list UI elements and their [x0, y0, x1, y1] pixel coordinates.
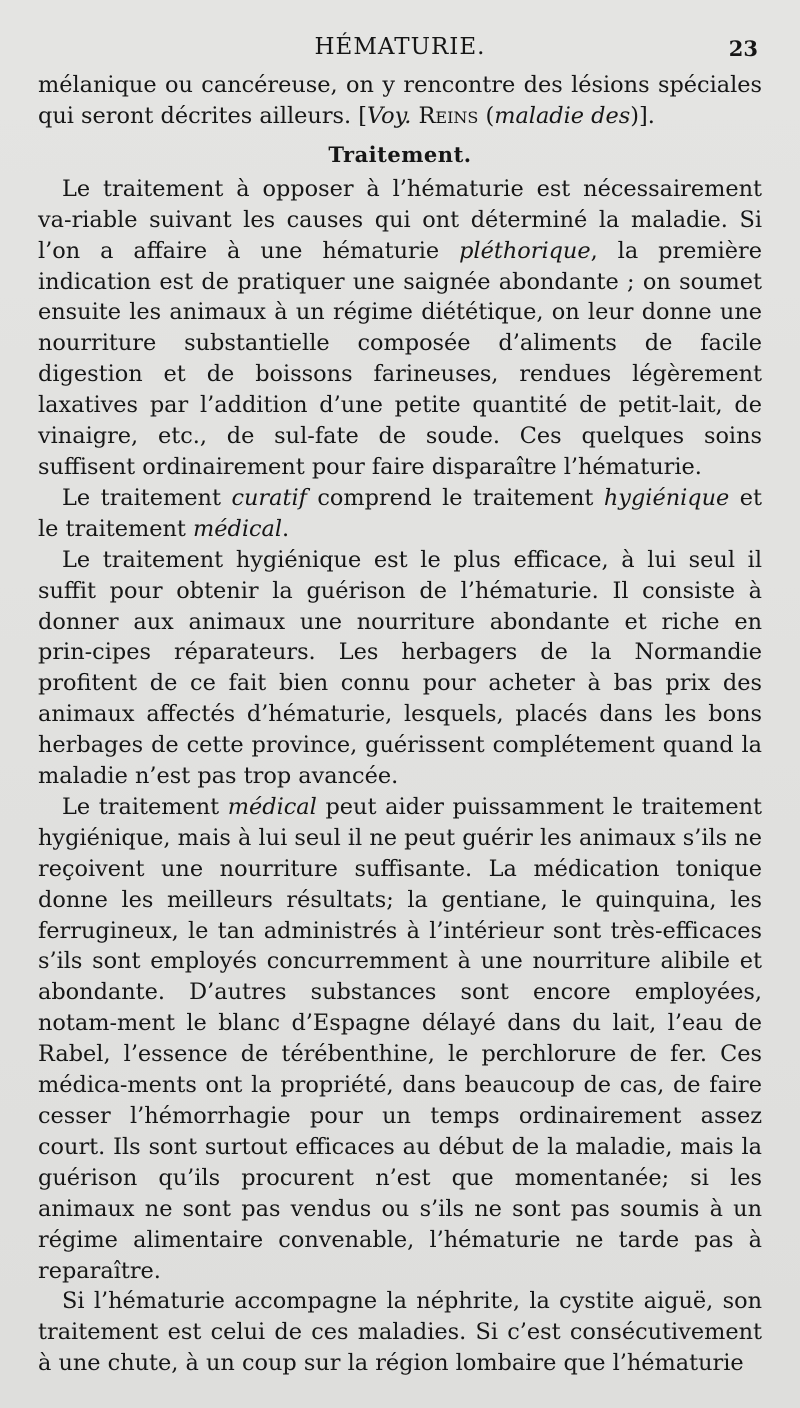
paragraph-1: [38, 174, 762, 483]
intro-text-4: )].: [630, 102, 655, 129]
intro-text-1: mélanique ou cancéreuse, on y rencontre des lésions spéciales qui seront décrites ailleurs. [: [38, 72, 762, 129]
voy-abbrev: Voy.: [367, 102, 412, 129]
p4-text-2: peut aider puissamment le traitement hygiénique, mais à lui seul il ne peut guérir les animaux s’ils ne reçoivent une nourriture suffisante. La médication tonique donne les meilleurs résultats; la gentiane, le quinquina, les ferrugineux, le tan administrés à l’intérieur sont très-efficaces s’ils sont employés concurremment à une nourriture alibile et abondante. D’autres substances sont encore employées, notam-ment le blanc d’Espagne délayé dans du lait, l’eau de Rabel, l’essence de térébenthine, le perchlorure de fer. Ces médica-ments ont la propriété, dans beaucoup de cas, de faire cesser l’hémorrhagie pour un temps ordinairement assez court. Ils sont surtout efficaces au début de la maladie, mais la guérison qu’ils procurent n’est que momentanée; si les animaux ne sont pas vendus ou s’ils ne sont pas soumis à un régime alimentaire convenable, l’hématurie ne tarde pas à reparaître.: [38, 793, 762, 1284]
p2-text-1: Le traitement: [62, 484, 232, 511]
section-title: Traitement.: [328, 141, 472, 167]
p2-emphasis-2: hygiénique: [603, 484, 730, 511]
paragraph-2: [38, 483, 762, 545]
intro-paragraph: [38, 70, 762, 132]
p1-text-2: , la première indication est de pratiquer une saignée abondante ; on soumet ensuite les animaux à un régime diététique, on leur donne une nourriture substantielle composée d’aliments de facile digestion et de boissons farineuses, rendues légèrement laxatives par l’addition d’une petite quantité de petit-lait, de vinaigre, etc., de sul-fate de soude. Ces quelques soins suffisent ordinairement pour faire disparaître l’hématurie.: [38, 237, 762, 480]
intro-text-3: (: [478, 102, 495, 129]
intro-text-2: [411, 103, 418, 129]
page-number: 23: [728, 36, 758, 61]
running-head: HÉMATURIE.: [314, 34, 486, 60]
reins-reference: Reins: [418, 102, 479, 129]
p2-text-2: comprend le traitement: [306, 484, 604, 511]
p2-emphasis-3: médical: [193, 515, 283, 542]
body-text: [38, 70, 762, 1379]
p2-text-4: .: [282, 515, 290, 542]
p1-emphasis: pléthorique: [459, 237, 591, 264]
p1-text-1: Le traitement à opposer à l’hématurie est nécessairement va-riable suivant les causes qui ont déterminé la maladie. Si l’on a affaire à une hématurie: [38, 175, 762, 264]
paragraph-4: [38, 792, 762, 1287]
maladie-des: maladie des: [494, 102, 631, 129]
paragraph-3: Le traitement hygiénique est le plus efficace, à lui seul il suffit pour obtenir la guérison de l’hématurie. Il consiste à donner aux animaux une nourriture abondante et riche en prin-cipes réparateurs. Les herbagers de la Normandie profitent de ce fait bien connu pour acheter à bas prix des animaux affectés d’hématurie, lesquels, placés dans les bons herbages de cette province, guérissent complétement quand la maladie n’est pas trop avancée.: [38, 546, 762, 790]
page-header: [38, 30, 762, 70]
p4-emphasis: médical: [227, 793, 317, 820]
p2-text-3: et le traitement: [38, 484, 763, 542]
paragraph-5: Si l’hématurie accompagne la néphrite, la cystite aiguë, son traitement est celui de ces maladies. Si c’est consécutivement à une chute, à un coup sur la région lombaire que l’hématurie: [38, 1288, 762, 1377]
p2-emphasis-1: curatif: [231, 484, 307, 511]
p4-text-1: Le traitement: [62, 793, 228, 820]
